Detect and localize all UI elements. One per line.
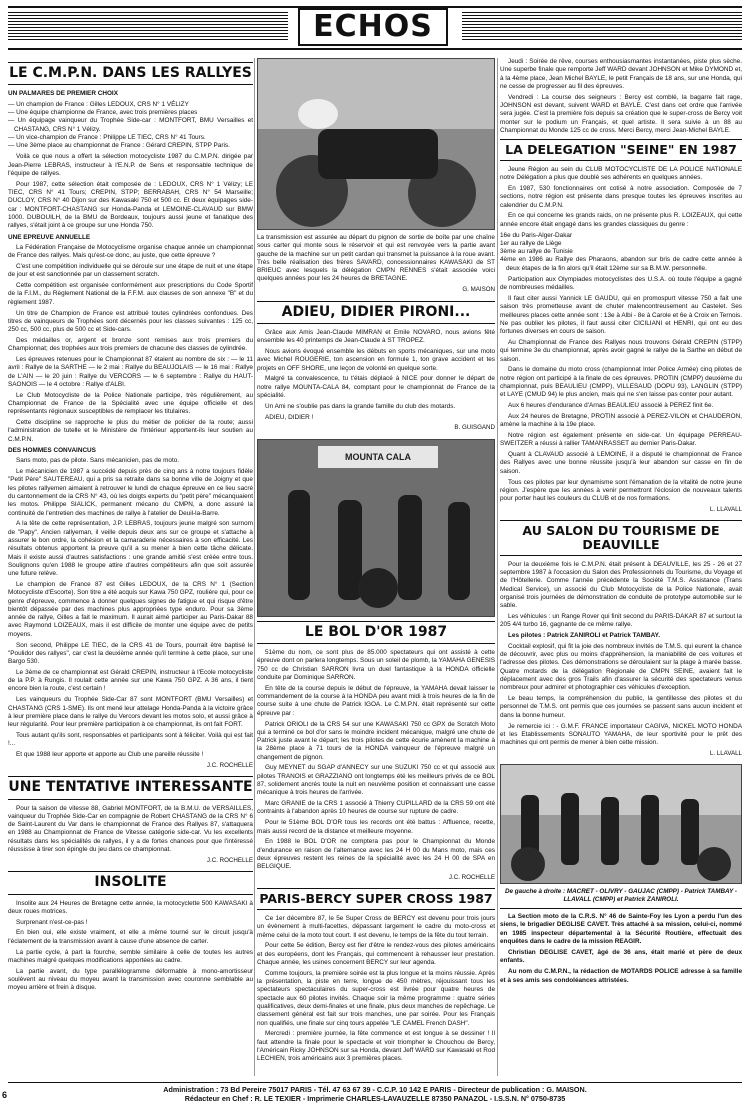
column-left xyxy=(8,58,253,1048)
paragraph: Tous ces pilotes par leur dynamisme sont l'émanation de la vitalité de notre jeune région. J'espère que les années à venir permettront l'éclosion de nouveaux talents pour porter haut les couleurs du CLUB et de nos formations. xyxy=(500,478,742,503)
paragraph: Cette compétition est organisée conformément aux prescriptions du Code Sportif de la F.I.M., du Règlement National de la F.F.M. aux clauses de son annexe "B" et du règlement 1987. xyxy=(8,282,253,306)
number-plate-shape xyxy=(298,99,338,129)
person-silhouette xyxy=(681,799,699,865)
paragraph: Le mécanicien de 1987 a succédé depuis près de cinq ans à notre toujours fidèle "Petit Père" SAUTEREAU, qui a pris sa retraite dans sa bonne ville de Joigny et que les pilotes rallyemen aimaient à retrouver le lundi de chaque épreuve en ce lieu sacré du cantonnement de la CRS N° 43, où les doigts experts du "petit père" mécanquaient les motos. Philippe SIALICK, permanent mécano du CMPN, a donc assuré la continuité de l'entretien des machines de rallye à l'atelier de Deuil-la-Barre. xyxy=(8,468,253,517)
paragraph: 51ème du nom, ce sont plus de 85.000 spectateurs qui ont assisté à cette épreuve dont on parlera longtemps. Sous un soleil de plomb, la YAMAHA GENESIS 750 cc de Christian SARRON livra un duel fantastique à la HONDA officielle conduite par Dominique SARRON. xyxy=(257,649,495,682)
paragraph: En bien oui, elle existe vraiment, et elle a même tourné sur le circuit jusqu'à l'éclatement de la transmission avant à cause d'une absence de carter. xyxy=(8,929,253,945)
paragraph: Ce 1er décembre 87, le 5e Super Cross de BERCY est devenu pour trois jours un évènement à multi-facettes, dépassant largement le cadre du moto-cross et même celui de la moto tout court. Il est devenu, le temps de la fête du tout terrain. xyxy=(257,915,495,939)
list-item: — Un équipage vainqueur du Trophée Side-car : MONTFORT, BMU Versailles et CHASTANG, CRS N° 1 Vélizy. xyxy=(8,117,253,133)
article-title-delegation-seine: LA DELEGATION "SEINE" EN 1987 xyxy=(500,139,742,161)
paragraph: Et que 1988 leur apporte et apporte au Club une pareille réussite ! xyxy=(16,751,204,759)
paragraph: Grâce aux Amis Jean-Claude MIMRAN et Emile NOVARO, nous avions fêté ensemble les 40 printemps de Jean-Claude à ST TROPEZ. xyxy=(257,328,495,345)
paragraph: Le champion de France 87 est Gilles LEDOUX, de la CRS N° 1 (Section Motocycliste d'Escorte). Son titre a été acquis sur Kawa 750 GPZ, roulière qui, pour ce genre d'épreuve, commence à donner quelques signes de fatigue et qui risque d'être bientôt dépassée par des machines plus appropriées type enduro. Pour sa 3ème année de rallye, Gilles a fait le maximum. Il aurait aimé participer au Paris-Dakar 88 avec Raymond LOIZEAUX, mais il est difficile de monter une équipe avec de petits moyens. xyxy=(8,580,253,638)
paragraph: Pour 1987, cette sélection était composée de : LEDOUX, CRS N° 1 Vélizy; LE TIEC, CRS N° 41 Tours; CREPIN, STPP; BERRABAH, CRS N° 54 Marseille; DUCLOY, CRS N° 40 Dijon sur des Kawasaki 750 et 500 cc. Et deux équipages side-car : MONTFORT-CHASTANG sur Honda-Panda et LEMOINE-CLAVAUD sur BMW 1000. DUBOUILH, de la BMU de Bordeaux, toujours aussi jeune et fanatique des rallyes, s'était joint à ce groupe sur une Honda 750. xyxy=(8,180,253,230)
paragraph: Cocktail explosif, qui fit la joie des nombreux invités de T.M.S. qui eurent la chance de découvrir, avec plus ou moins d'appréhension, la maniabilité de ces voitures et l'adresse des pilotes. Ces démonstrations se déroulaient sur la plage à marée basse. Quatre motards de la délégation Régionale de CMPN SEINE, avaient fait le déplacement avec des gros Trails afin d'assurer la sécurité des spectateurs venus nombreux pour admirer et photographier ces véhicules d'exception. xyxy=(500,642,742,692)
paragraph: La partie avant, du type parallélogramme déformable à mono-amortisseur soulèvent au niveau du moyeu avant la transmission avec couronne semblable au moyeu arrière et frein à disque. xyxy=(8,967,253,992)
raids-list xyxy=(500,232,742,273)
paragraph: Marc GRANIE de la CRS 1 associé à Thierry CUPILLARD de la CRS 59 ont été contraints à l'abandon après 10 heures de course sur rupture de cadre. xyxy=(257,800,495,816)
paragraph: Notre région est également présente en side-car. Un équipage PERREAU-SWEITZER a réussi à rallier TAMANRASSET au dernier Paris-Dakar. xyxy=(500,432,742,448)
section-title: ECHOS xyxy=(298,8,448,46)
header-bottom-rule xyxy=(8,48,742,50)
paragraph: Malgré ta convalescence, tu t'étais déplacé à NICE pour donner le départ de notre rallye MOUNTA-CALA 84, comptant pour le championnat de France de la spécialité. xyxy=(257,375,495,400)
obituary-notice xyxy=(500,908,742,985)
footer-line: Administration : 73 Bd Pereire 75017 PARIS - Tél. 47 63 67 39 - C.C.P. 10 142 E PARIS - Directeur de publication : G. MAISON. xyxy=(163,1085,587,1094)
article-title-bol-dor: LE BOL D'OR 1987 xyxy=(257,621,495,644)
paragraph: Jeune Région au sein du CLUB MOTOCYCLISTE DE LA POLICE NATIONALE notre Délégation a plus que doublé ses adhérents en quelques années. xyxy=(500,165,742,182)
footer-line: Rédacteur en Chef : R. LE TEXIER - Imprimerie CHARLES-LAVAUZELLE 87350 PANAZOL - I.S.S.N. N° 0750-8735 xyxy=(184,1094,566,1103)
paragraph: Quant à CLAVAUD associé à LEMOINE, il a disputé le championnat de France des Rallyes avec une bonne réussite jusqu'à leur abandon sur casse en fin de saison. xyxy=(500,451,742,475)
page-number: 6 xyxy=(2,1090,8,1100)
paragraph: La partie cycle, à part la fourche, semble similaire à celle de toutes les autres machines malgré quelques modifications apportées au cadre. xyxy=(8,948,253,964)
paragraph: La Fédération Française de Motocyclisme organise chaque année un championnat de France des rallyes. Mais qu'est-ce donc, au juste, que cette épreuve ? xyxy=(8,243,253,260)
paragraph: ADIEU, DIDIER ! xyxy=(265,413,314,421)
paragraph: Comme toujours, la première soirée est la plus longue et la moins réussie. Après la présentation, la piste en terre, longue de 450 mètres, réjouissant tous les spectateurs spectaculaires du super-cross est livrée pour quatre heures de spectacle aux 60 pilotes invités. Chaque soir la même programme : quatre séries qualificatives, deux demi-finales et une finale, plus deux manches de repêchage. Le classement général est fait sur trois manches, une par soirée. Pour les Français non qualifiés, une finale sur cinq tours appelée "LE CAMEL French DASH". xyxy=(257,969,495,1027)
paragraph: En tête de la course depuis le début de l'épreuve, la YAMAHA devait laisser le commandement de la course à la HONDA peu avant midi à trois heures de la fin de course suite à une chute de Patrick IGOA. Le C.M.P.N. était représenté sur cette épreuve par : xyxy=(257,684,495,717)
list-item: — Une 3ème place au championnat de France : Gérard CREPIN, STPP Paris. xyxy=(8,142,230,150)
photo-pironi-event xyxy=(257,439,495,617)
author-signature: L. LLAVALL xyxy=(709,505,742,513)
person-silhouette xyxy=(601,797,619,865)
author-signature: J.C. ROCHELLE xyxy=(206,761,253,769)
paragraph: Pour le 51ème BOL D'OR tous les records ont été battus : Affluence, recette, mais aussi record de la distance et meilleure moyenne. xyxy=(257,819,495,835)
author-signature: L. LLAVALL xyxy=(709,749,742,757)
column-middle xyxy=(257,58,495,1063)
author-signature: J.C. ROCHELLE xyxy=(448,874,495,882)
paragraph: Surprenant n'est-ce-pas ! xyxy=(16,918,88,926)
subheading: UNE EPREUVE ANNUELLE xyxy=(8,233,91,241)
article-title-cmpn-rallyes: LE C.M.P.N. DANS LES RALLYES xyxy=(8,62,253,85)
header-stripes-left xyxy=(8,12,288,42)
author-signature: B. GUISGAND xyxy=(454,424,495,432)
author-signature: J.C. ROCHELLE xyxy=(206,856,253,864)
paragraph: Aux 24 heures de Bretagne, PROTIN associé à PEREZ-VILON et CHAUDERON, amène la machine à la 19e place. xyxy=(500,412,742,429)
list-item: 4ème en 1986 au Rallye des Pharaons, abandon sur bris de cadre cette année à deux étapes de la fin alors qu'il était 12ème sur sa B.M.W. personnelle. xyxy=(500,256,742,272)
paragraph: Christian DEGLISE CAVET, âgé de 36 ans, était marié et père de deux enfants. xyxy=(500,949,742,965)
list-item: — Un vice-champion de France : Philippe LE TIEC, CRS N° 41 Tours. xyxy=(8,133,206,141)
article-title-supercross: PARIS-BERCY SUPER CROSS 1987 xyxy=(257,888,495,910)
person-silhouette xyxy=(448,502,470,600)
paragraph: Pour cette 5e édition, Bercy est fier d'être le rendez-vous des pilotes américains et des européens, dont les Français, qui commencent à rehausser leur prestation. Chaque année, les usines concernent BERCY sur leur agenda. xyxy=(257,942,495,967)
paragraph: Les vainqueurs du Trophée Side-Car 87 sont MONTFORT (BMU Versailles) et CHASTANG (CRS 1-SME). Ils ont mené leur attelage Honda-Panda à la victoire grâce à leur première place dans le rallye du Vercors devant les motos solo, et aussi grâce à leur régularité. Pour leur première participation à ce championnat, ils ont fait FORT. xyxy=(8,696,253,729)
motorcycle-body-shape xyxy=(318,129,438,179)
paragraph: En 1987, 530 fonctionnaires ont cotisé à notre association. Composée de 7 sections, notre région est présente dans presque toutes les épreuves inscrites au calendrier du C.M.P.N. xyxy=(500,185,742,209)
paragraph: Un Ami ne s'oublie pas dans la grande famille du club des motards. xyxy=(265,402,456,410)
photo-background xyxy=(258,59,494,129)
paragraph: En 1988 le BOL D'OR ne comptera pas pour le Championnat du Monde d'endurance en raison de l'alternance avec les 24 H 00 du Mans moto, mais ces deux épreuves restent les reines de la spécialité avec les 24 H 00 de SPA en BELGIQUE. xyxy=(257,838,495,871)
paragraph: Sans moto, pas de pilote. Sans mécanicien, pas de moto. xyxy=(16,457,180,465)
paragraph: Voilà ce que nous a offert la sélection motocycliste 1987 du C.M.P.N. dirigée par Jean-Pierre LEBRAS, instructeur à l'E.N.P. de Sens et responsable technique de l'équipe de rallyes. xyxy=(8,153,253,178)
paragraph: Le beau temps, la compréhension du public, la gentillesse des pilotes et du personnel de T.M.S. ont permis que ces journées se passent sans aucun incident et dans la bonne humeur. xyxy=(500,695,742,719)
subheading: UN PALMARES DE PREMIER CHOIX xyxy=(8,90,118,98)
paragraph: Au nom du C.M.P.N., la rédaction de MOTARDS POLICE adresse à sa famille et à ses amis ses condoléances attristées. xyxy=(500,968,742,984)
photo-caption-text: La transmission est assurée au départ du pignon de sortie de boîte par une chaîne sous carter qui monte sous le réservoir et qui est renvoyée vers la partie avant gauche de la machine sur un petit cardan qui transmet la puissance à la roue avant. Très belle réalisation des frères SAVARD, concessionnaires KAWASAKI de ST BRIEUC avec lesquels la délégation CMPN RENNES s'était associée voici quelques années pour les 24 heures de BRETAGNE. xyxy=(257,234,495,283)
person-silhouette xyxy=(398,495,422,600)
paragraph: Cette discipline se rapproche le plus du métier de policier de la route; aussi l'administration de tutelle et le Ministère de l'Intérieur apportent-ils leur soutien au C.M.P.N. xyxy=(8,419,253,443)
article-title-tentative: UNE TENTATIVE INTERESSANTE xyxy=(8,776,253,799)
list-item: 1er au rallye de Liège xyxy=(500,239,562,247)
paragraph: Au Championnat de France des Rallyes nous trouvons Gérald CREPIN (STPP) qui termine 3e du championnat, après avoir gagné le rallye de la Sarthe en début de saison. xyxy=(500,339,742,363)
paragraph: Le Club Motocycliste de la Police Nationale participe, très régulièrement, au Championnat de France de la Spécialité avec une équipe officielle et des représentants régionaux susceptibles de remplacer les titulaires. xyxy=(8,391,253,416)
person-silhouette xyxy=(561,793,579,865)
paragraph: En ce qui concerne les grands raids, on ne présente plus R. LOIZEAUX, qui cette année encore était engagé dans les grandes classiques du genre : xyxy=(500,212,742,228)
paragraph: A la tête de cette représentation, J.P. LEBRAS, toujours jeune malgré son surnom de "Papy". Ancien rallyeman, il veille depuis deux ans sur ce groupe et s'attache à assurer le bon ordre, la cohésion et la camaraderie nécessaires à son efficacité. Les résultats obtenus apportent la preuve qu'il a su mener à bien cette tâche délicate. Mais il existe aussi d'autres satisfactions : une grande amitié s'est créée entre tous. Soulignons qu'en 1988 le groupe attire d'autres compétiteurs afin que soit assurée une future relève. xyxy=(8,520,253,578)
article-title-pironi: ADIEU, DIDIER PIRONI... xyxy=(257,301,495,324)
header-stripes-right xyxy=(462,12,742,42)
motorcycle-wheel-shape xyxy=(697,847,731,881)
person-silhouette xyxy=(288,490,310,600)
section-header xyxy=(8,6,742,50)
paragraph: Participation aux Olympiades motocyclistes des U.S.A. où toute l'équipe a gagné de nombreuses médailles. xyxy=(500,275,742,292)
paragraph: Les pilotes : Patrick ZANIROLI et Patrick TAMBAY. xyxy=(508,632,660,640)
photo-kawasaki-2wd xyxy=(257,58,495,230)
paragraph: Les épreuves retenues pour le Championnat 87 étaient au nombre de six : — le 11 avril : Rallye de la SARTHE — le 2 mai : Rallye du BEAUJOLAIS — le 16 mai : Rallye de L'AIN — le 20 juin : Rallye du VERCORS — le 6 septembre : Rallye du HAUT-SAONOIS — le 4 octobre : Rallye d'ALBI. xyxy=(8,356,253,388)
photo-deauville-group xyxy=(500,764,742,884)
list-item: — Une équipe championne de France, avec trois premières places xyxy=(8,108,198,116)
paragraph: Je remercie ici : - G.M.F. FRANCE importateur CAGIVA, NICKEL MOTO HONDA et les Etablissements SONAUTO YAMAHA, de leur sportivité pour le prêt des machines qui ont permis de mener à bien cette mission. xyxy=(500,722,742,747)
list-item: — Un champion de France : Gilles LEDOUX, CRS N° 1 VÉLIZY xyxy=(8,100,189,108)
list-item: 3ème au rallye de Tunisie xyxy=(500,248,573,256)
paragraph: Aux 6 heures d'endurance d'Arnas BEAULIEU associé à PEREZ finit 6e. xyxy=(508,402,714,410)
paragraph: Jeudi : Soirée de rêve, courses enthousiasmantes instantanées, piste plus sèche. Une superbe finale que remporte Jeff WARD devant JOHNSON et Mike DYMOND et, à la 4ème place, Jean Michel BAYLE, le petit Français de 18 ans, sur une Honda, qui ne cesse de progresser au fil des épreuves. xyxy=(500,58,742,90)
paragraph: Pour la saison de vitesse 88, Gabriel MONTFORT, de la B.M.U. de VERSAILLES, vainqueur du Trophée Side-Car en compagnie de Robert CHASTANG de la CRS N° 6 de Saint-Laurent du Var dans le championnat de France des Rallyes 87, s'attaquera en 1988 au Championnat de France de Vitesse catégorie side-car. Vu les excellents résultats dans les spécialités de rallyes, il y a de fortes chances pour que l'intéressé réussisse à tirer son épingle du jeu dans ce championnat. xyxy=(8,804,253,854)
paragraph: Patrick ORIOLI de la CRS 54 sur une KAWASAKI 750 cc GPX de Scratch Moto qui a terminé ce bol d'or sans le moindre incident mécanique, malgré une chute de Patrick juste avant le départ; les trois pilotes de cette écurie amènent la machine à la 28ème place à 71 tours de la HONDA vainqueur de l'épreuve malgré un changement de pignon. xyxy=(257,720,495,761)
paragraph: Il faut citer aussi Yannick LE GAUDU, qui en promospurt vitesse 750 a fait une saison très prometteuse avant de chuter malencontreusement au Castelet. Ses meilleures places cette année sont : 13e à Albi - 8e à Carole et 6e à Croix en Ternois. Ne pas oublier les pilotes, il faut aussi citer CICILIANI et HENRI, qui ont eu des fortunes diverses en cours de saison. xyxy=(500,295,742,336)
paragraph: Des médailles or, argent et bronze sont remises aux trois premiers du Championnat; des trophées aux trois premiers de chacune des classes de cylindrée. xyxy=(8,336,253,353)
column-divider xyxy=(497,58,498,1076)
paragraph: Guy MEYNET du SGAP d'ANNECY sur une SUZUKI 750 cc et qui associé aux pilotes TRANOIS et GRAZZIANO ont longtemps été les meilleurs privés de ce BOL 87, solidement ancrés toute la nuit en neuvième position et connaissant une casse mécanique à trois heures de l'arrivée. xyxy=(257,764,495,797)
paragraph: Les véhicules : un Range Rover qui finit second du PARIS-DAKAR 87 et surtout la 205 4/4 turbo 16, gagnante de ce même rallye. xyxy=(500,612,742,629)
paragraph: C'est une compétition individuelle qui se déroule sur une étape de nuit et une étape de jour et est sanctionnée par un classement scratch. xyxy=(8,263,253,279)
paragraph: Pour la deuxième fois le C.M.P.N. était présent à DEAUVILLE, les 25 - 26 et 27 septembre 1987 à l'occasion du Salon des Professionnels du Tourisme, du Voyage et de l'Hôtellerie. Comme l'année précédente la Société T.M.S. Assistance (Trans Medical Service), un associé du Club Motocycliste de la Police Nationale, avait organisé trois journées de démonstration de conduite de prototype automobile sur le sable. xyxy=(500,560,742,610)
article-title-insolite: INSOLITE xyxy=(8,871,253,894)
paragraph: La Section moto de la C.R.S. N° 46 de Sainte-Foy les Lyon a perdu l'un des siens, le brigadier DEGLISE CAVET. Très attaché à sa mission, celui-ci, nommé en 1985 inspecteur départemental à la Sécurité Routière, effectuait des enquêtes dans le cadre de la mission REAGIR. xyxy=(500,913,742,945)
paragraph: Le 3ème de ce championnat est Gérald CREPIN, instructeur à l'Ecole motocycliste de la P.P. à Rungis. Il roulait cette année sur une Kawa 750 GPZ. A 36 ans, il tient encore bien la route, c'est certain ! xyxy=(8,668,253,693)
paragraph: Mercredi : première journée, la fête commence et est longue à se dessiner ! Il faut attendre la finale pour le spectacle et voir triompher le Chouchou de Bercy, l'Américain Ricky JOHNSON sur sa Honda, devant Jeff WARD sur Kawasaki et Rod LECHIEN, trois américains aux 3 premières places. xyxy=(257,1030,495,1063)
paragraph: Vendredi : La course des seigneurs : Bercy est comblé, la bagarre fait rage, JOHNSON est devant, suivent WARD et BAYLE. C'est dans cet ordre que l'arrivée sera jugée. C'est la première fois depuis sa création que le super-cross de Bercy voit monter sur le podium un Français, et quel artiste. Il sera suivie à un 88 au Championnat du Monde 125 cc de cross. Merci Bercy, merci Jean-Michel BAYLE. xyxy=(500,93,742,134)
palmares-list xyxy=(8,101,253,151)
column-divider xyxy=(254,58,255,1076)
photo-caption: De gauche à droite : MACRET - OLIVRY - GAUJAC (CMPP) - Patrick TAMBAY - LLAVALL (CMPP) et Patrick ZANIROLI. xyxy=(504,888,738,904)
paragraph: Tous autant qu'ils sont, responsables et participants sont à féliciter. Voilà qui est fait !... xyxy=(8,731,253,748)
paragraph: Nous avions évoqué ensemble les débuts en sports mécaniques, sur une moto avec Michel ROUGERIE, ton ascension en formule 1, ton grave accident et tes projets en OFF SHORE, une leçon de volonté en quelque sorte. xyxy=(257,348,495,372)
subheading: DES HOMMES CONVAINCUS xyxy=(8,446,96,454)
list-item: 16e du Paris-Alger-Dakar xyxy=(500,231,573,239)
motorcycle-wheel-shape xyxy=(511,847,545,881)
event-banner: MOUNTA CALA xyxy=(318,446,438,468)
publication-footer xyxy=(8,1082,742,1103)
paragraph: Un titre de Champion de France est attribué toutes cylindrées confondues. Des titres de vainqueurs de Trophées sont décernés pour les classes suivantes : 125 cc, 250 cc, 500 cc, plus de 500 cc et Side-cars. xyxy=(8,309,253,334)
motorcycle-wheel-shape xyxy=(358,568,398,608)
paragraph: Dans le domaine du moto cross (championnat Inter Police Armée) cinq pilotes de notre région ont participé à la finale de ces épreuves. PROTIN (CMPP) deuxième du championnat, puis BEAULIEU (CMPP), VILLESAUD (DOPU 93), LANGLIN (STPP) et LAYE (CMUD 94) le plus ancien, mais qui ne s'en laisse pas conter pour autant. xyxy=(500,366,742,399)
column-right xyxy=(500,58,742,1048)
person-silhouette xyxy=(641,795,659,865)
article-title-salon-deauville: AU SALON DU TOURISME DE DEAUVILLE xyxy=(500,520,742,556)
paragraph: Insolite aux 24 Heures de Bretagne cette année, la motocyclette 500 KAWASAKI à deux roues motrices. xyxy=(8,899,253,915)
author-signature: G. MAISON xyxy=(462,286,495,294)
paragraph: Son second, Philippe LE TIEC, de la CRS 41 de Tours, pourrait être baptisé le "Poulidor des rallyes", car c'est la deuxième année qu'il termine à cette place, sur une Bargo 530. xyxy=(8,641,253,666)
